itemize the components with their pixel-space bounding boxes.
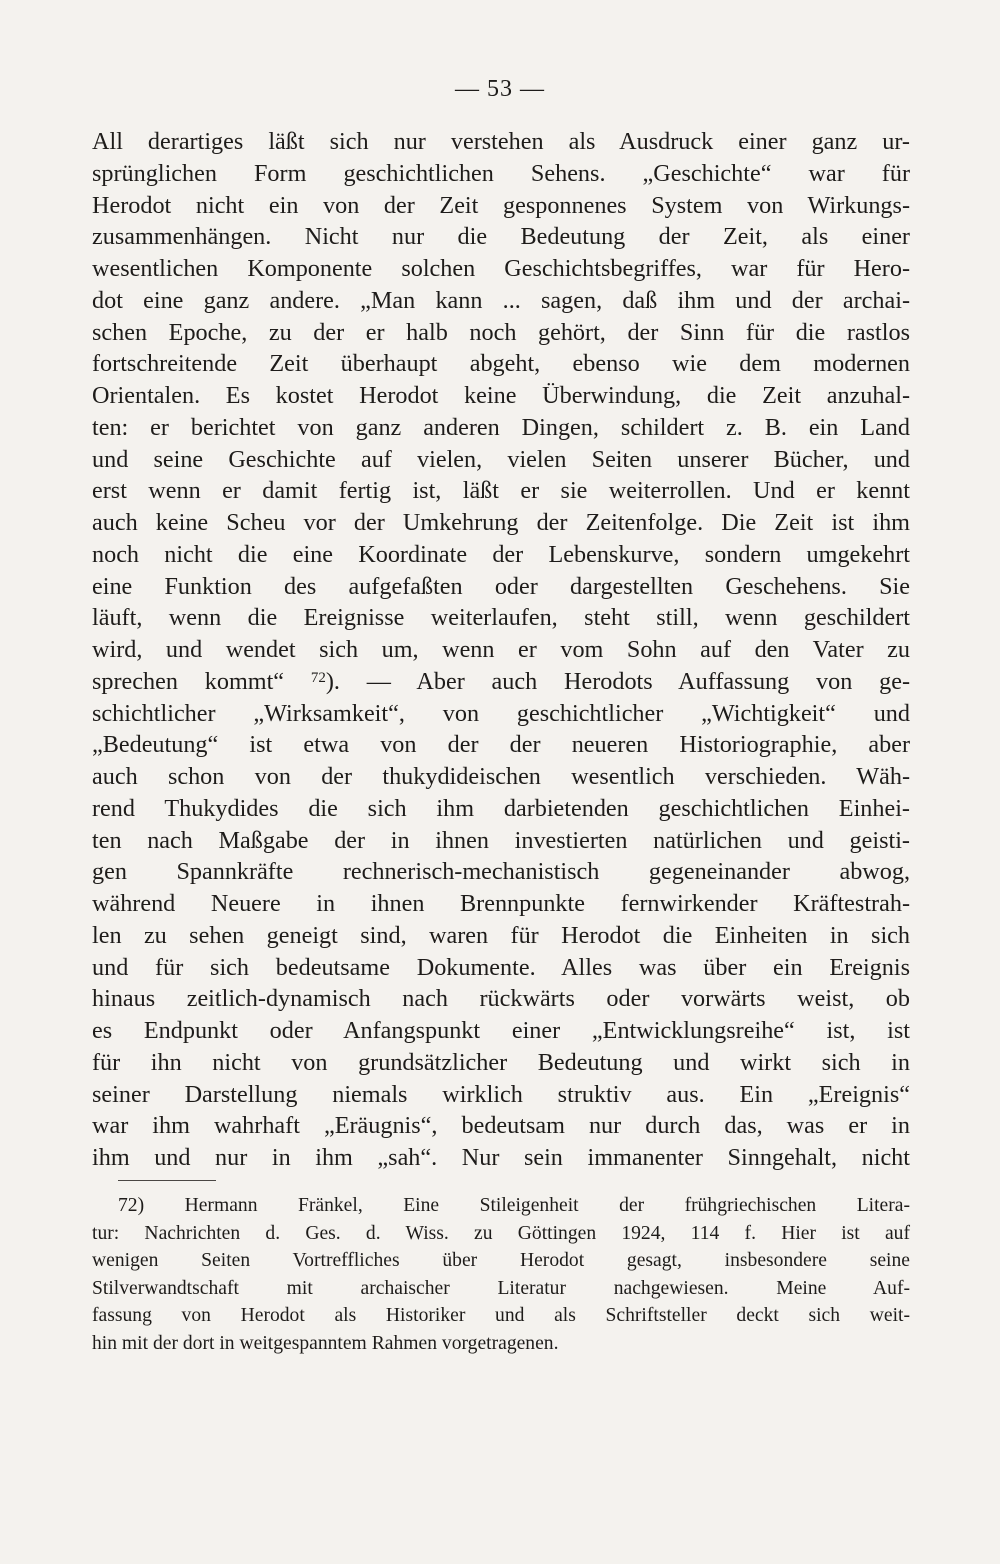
text-line: wesentlichen Komponente solchen Geschichtsbegriffes, war für Hero- <box>92 255 910 282</box>
text-line: eine Funktion des aufgefaßten oder dargestellten Geschehens. Sie <box>92 572 910 600</box>
text-line: während Neuere in ihnen Brennpunkte fernwirkender Kräftestrah- <box>92 890 910 917</box>
page-number: — 53 — <box>455 76 545 102</box>
text-line: gen Spannkräfte rechnerisch-mechanistisch gegeneinander abwog, <box>92 858 910 886</box>
text-line: wird, und wendet sich um, wenn er vom Sohn auf den Vater zu <box>92 636 910 663</box>
text-line: All derartiges läßt sich nur verstehen als Ausdruck einer ganz ur- <box>92 128 910 155</box>
text-line: ten: er berichtet von ganz anderen Dingen, schildert z. B. ein Land <box>92 413 910 441</box>
text-line: seiner Darstellung niemals wirklich struktiv aus. Ein „Ereignis“ <box>92 1080 910 1108</box>
text-line: läuft, wenn die Ereignisse weiterlaufen, steht still, wenn geschildert <box>92 604 910 632</box>
footnote-line: hin mit der dort in weitgespanntem Rahmen vorgetragenen. <box>92 1332 559 1354</box>
text-line: es Endpunkt oder Anfangspunkt einer „Entwicklungsreihe“ ist, ist <box>92 1017 910 1044</box>
text-line: „Bedeutung“ ist etwa von der der neueren Historiographie, aber <box>92 731 910 759</box>
text-line: zusammenhängen. Nicht nur die Bedeutung der Zeit, als einer <box>92 223 910 251</box>
footnote-line: wenigen Seiten Vortreffliches über Herodot gesagt, insbesondere seine <box>92 1250 910 1271</box>
text-line: auch keine Scheu vor der Umkehrung der Zeitenfolge. Die Zeit ist ihm <box>92 509 910 536</box>
text-line: dot eine ganz andere. „Man kann ... sagen, daß ihm und der archai- <box>92 286 910 314</box>
text-line: rend Thukydides die sich ihm darbietenden geschichtlichen Einhei- <box>92 794 910 822</box>
text-line: war ihm wahrhaft „Eräugnis“, bedeutsam nur durch das, was er in <box>92 1112 910 1140</box>
text-line-with-footnote-ref <box>92 666 910 698</box>
text-line: Herodot nicht ein von der Zeit gesponnenes System von Wirkungs- <box>92 191 910 219</box>
text-line: sprünglichen Form geschichtlichen Sehens. „Geschichte“ war für <box>92 159 910 187</box>
text-line: und seine Geschichte auf vielen, vielen Seiten unserer Bücher, und <box>92 445 910 473</box>
footnote-separator <box>118 1180 216 1181</box>
text-line: schichtlicher „Wirksamkeit“, von geschichtlicher „Wichtigkeit“ und <box>92 699 910 727</box>
main-text <box>92 126 910 1174</box>
text-line: Orientalen. Es kostet Herodot keine Überwindung, die Zeit anzuhal- <box>92 382 910 409</box>
text-line: und für sich bedeutsame Dokumente. Alles was über ein Ereignis <box>92 953 910 981</box>
footnote-line: 72) Hermann Fränkel, Eine Stileigenheit der frühgriechischen Litera- <box>118 1195 910 1216</box>
text-line: für ihn nicht von grundsätzlicher Bedeutung und wirkt sich in <box>92 1048 910 1076</box>
text-line: noch nicht die eine Koordinate der Lebenskurve, sondern umgekehrt <box>92 540 910 568</box>
text-line: hinaus zeitlich-dynamisch nach rückwärts oder vorwärts weist, ob <box>92 985 910 1013</box>
text-line: len zu sehen geneigt sind, waren für Herodot die Einheiten in sich <box>92 921 910 949</box>
text-line: fortschreitende Zeit überhaupt abgeht, ebenso wie dem modernen <box>92 350 910 378</box>
text-segment: sprechen kommt“ <box>92 667 311 695</box>
footnote-line: tur: Nachrichten d. Ges. d. Wiss. zu Göttingen 1924, 114 f. Hier ist auf <box>92 1222 910 1244</box>
text-line: ihm und nur in ihm „sah“. Nur sein immanenter Sinngehalt, nicht <box>92 1144 910 1171</box>
footnote-line: Stilverwandtschaft mit archaischer Literatur nachgewiesen. Meine Auf- <box>92 1277 910 1299</box>
footnote-reference[interactable]: 72 <box>310 669 326 686</box>
footnote-line: fassung von Herodot als Historiker und als Schriftsteller deckt sich weit- <box>92 1305 910 1326</box>
text-line: auch schon von der thukydideischen wesentlich verschieden. Wäh- <box>92 763 910 790</box>
text-segment: ). — Aber auch Herodots Auffassung von ge- <box>325 667 910 695</box>
text-line: ten nach Maßgabe der in ihnen investierten natürlichen und geisti- <box>92 826 910 854</box>
text-line: erst wenn er damit fertig ist, läßt er sie weiterrollen. Und er kennt <box>92 477 910 505</box>
footnote <box>92 1192 910 1357</box>
text-line: schen Epoche, zu der er halb noch gehört, der Sinn für die rastlos <box>92 318 910 346</box>
